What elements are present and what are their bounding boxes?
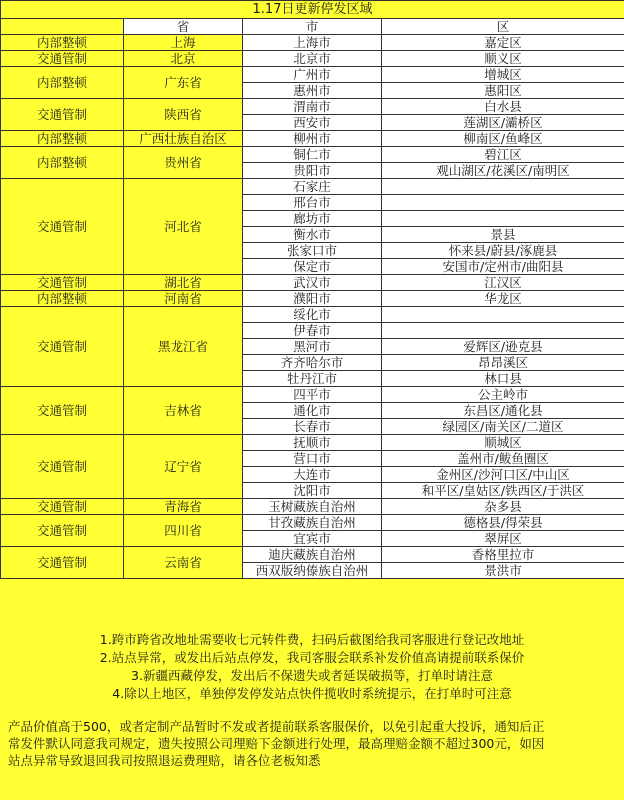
district-cell: 昂昂溪区 — [382, 355, 624, 371]
table-row — [1, 291, 624, 307]
status-cell: 内部整顿 — [1, 35, 124, 51]
city-cell: 四平市 — [243, 387, 382, 403]
city-cell: 廊坊市 — [243, 211, 382, 227]
table-row — [1, 51, 624, 67]
district-cell — [382, 323, 624, 339]
notes-section — [0, 623, 624, 800]
status-cell: 交通管制 — [1, 387, 124, 435]
footer-line-3: 站点异常导致退回我司按照退运费理赔，请各位老板知悉 — [8, 753, 321, 768]
city-cell: 上海市 — [243, 35, 382, 51]
header-city: 市 — [243, 19, 382, 35]
district-cell: 增城区 — [382, 67, 624, 83]
district-cell: 惠阳区 — [382, 83, 624, 99]
city-cell: 濮阳市 — [243, 291, 382, 307]
title-row — [1, 1, 624, 19]
city-cell: 武汉市 — [243, 275, 382, 291]
city-cell: 石家庄 — [243, 179, 382, 195]
table-row — [1, 275, 624, 291]
province-cell: 吉林省 — [124, 387, 243, 435]
city-cell: 邢台市 — [243, 195, 382, 211]
status-cell: 内部整顿 — [1, 291, 124, 307]
city-cell: 迪庆藏族自治州 — [243, 547, 382, 563]
district-cell: 碧江区 — [382, 147, 624, 163]
status-cell: 内部整顿 — [1, 131, 124, 147]
city-cell: 广州市 — [243, 67, 382, 83]
city-cell: 西安市 — [243, 115, 382, 131]
city-cell: 衡水市 — [243, 227, 382, 243]
province-cell: 北京 — [124, 51, 243, 67]
table-row — [1, 35, 624, 51]
status-cell: 交通管制 — [1, 515, 124, 547]
city-cell: 西双版纳傣族自治州 — [243, 563, 382, 579]
table-row — [1, 179, 624, 195]
city-cell: 宜宾市 — [243, 531, 382, 547]
city-cell: 抚顺市 — [243, 435, 382, 451]
district-cell: 和平区/皇姑区/铁西区/于洪区 — [382, 483, 624, 499]
province-cell: 黑龙江省 — [124, 307, 243, 387]
province-cell: 上海 — [124, 35, 243, 51]
header-row — [1, 19, 624, 35]
province-cell: 云南省 — [124, 547, 243, 579]
district-cell: 爱辉区/逊克县 — [382, 339, 624, 355]
city-cell: 贵阳市 — [243, 163, 382, 179]
city-cell: 绥化市 — [243, 307, 382, 323]
table-row — [1, 99, 624, 115]
district-cell: 德格县/得荣县 — [382, 515, 624, 531]
province-cell: 贵州省 — [124, 147, 243, 179]
table-row — [1, 547, 624, 563]
district-cell: 公主岭市 — [382, 387, 624, 403]
province-cell: 辽宁省 — [124, 435, 243, 499]
table-row — [1, 387, 624, 403]
city-cell: 保定市 — [243, 259, 382, 275]
district-cell: 杂多县 — [382, 499, 624, 515]
city-cell: 惠州市 — [243, 83, 382, 99]
city-cell: 通化市 — [243, 403, 382, 419]
city-cell: 大连市 — [243, 467, 382, 483]
city-cell: 柳州市 — [243, 131, 382, 147]
district-cell — [382, 195, 624, 211]
status-cell: 交通管制 — [1, 547, 124, 579]
status-cell: 交通管制 — [1, 435, 124, 499]
table-row — [1, 515, 624, 531]
status-cell: 交通管制 — [1, 499, 124, 515]
city-cell: 沈阳市 — [243, 483, 382, 499]
province-cell: 四川省 — [124, 515, 243, 547]
district-cell: 翠屏区 — [382, 531, 624, 547]
table-row — [1, 131, 624, 147]
header-province: 省 — [124, 19, 243, 35]
district-cell: 白水县 — [382, 99, 624, 115]
city-cell: 渭南市 — [243, 99, 382, 115]
table-row — [1, 147, 624, 163]
district-cell: 盖州市/鲅鱼圈区 — [382, 451, 624, 467]
district-cell: 东昌区/通化县 — [382, 403, 624, 419]
district-cell: 顺城区 — [382, 435, 624, 451]
district-cell — [382, 211, 624, 227]
footer-paragraph — [8, 718, 616, 769]
province-cell: 河北省 — [124, 179, 243, 275]
district-cell: 景县 — [382, 227, 624, 243]
district-cell: 林口县 — [382, 371, 624, 387]
city-cell: 长春市 — [243, 419, 382, 435]
district-cell: 柳南区/鱼峰区 — [382, 131, 624, 147]
district-cell: 安国市/定州市/曲阳县 — [382, 259, 624, 275]
table-row — [1, 435, 624, 451]
status-cell: 交通管制 — [1, 99, 124, 131]
table-body — [1, 35, 624, 579]
note-1: 1.跨市跨省改地址需要收七元转件费，扫码后截图给我司客服进行登记改地址 — [99, 632, 525, 647]
status-cell: 交通管制 — [1, 307, 124, 387]
city-cell: 张家口市 — [243, 243, 382, 259]
city-cell: 伊春市 — [243, 323, 382, 339]
province-cell: 广西壮族自治区 — [124, 131, 243, 147]
district-cell: 华龙区 — [382, 291, 624, 307]
district-cell — [382, 179, 624, 195]
note-3: 3.新疆西藏停发，发出后不保遗失或者延误破损等，打单时请注意 — [131, 668, 493, 683]
table-row — [1, 67, 624, 83]
province-cell: 广东省 — [124, 67, 243, 99]
district-cell: 景洪市 — [382, 563, 624, 579]
district-cell: 绿园区/南关区/二道区 — [382, 419, 624, 435]
footer-line-1: 产品价值高于500，或者定制产品暂时不发或者提前联系客服保价，以免引起重大投诉，通知后正 — [8, 719, 545, 734]
district-cell: 江汉区 — [382, 275, 624, 291]
footer-line-2: 常发件默认同意我司规定，遗失按照公司理赔下金额进行处理，最高理赔金额不超过300元，如因 — [8, 736, 545, 751]
note-2: 2.站点异常，或发出后站点停发，我司客服会联系补发价值高请提前联系保价 — [99, 650, 525, 665]
status-cell: 内部整顿 — [1, 67, 124, 99]
header-status — [1, 19, 124, 35]
city-cell: 齐齐哈尔市 — [243, 355, 382, 371]
city-cell: 铜仁市 — [243, 147, 382, 163]
city-cell: 北京市 — [243, 51, 382, 67]
district-cell: 顺义区 — [382, 51, 624, 67]
district-cell: 怀来县/蔚县/涿鹿县 — [382, 243, 624, 259]
district-cell: 莲湖区/灞桥区 — [382, 115, 624, 131]
city-cell: 黑河市 — [243, 339, 382, 355]
district-cell: 嘉定区 — [382, 35, 624, 51]
status-cell: 交通管制 — [1, 179, 124, 275]
district-cell: 香格里拉市 — [382, 547, 624, 563]
city-cell: 玉树藏族自治州 — [243, 499, 382, 515]
district-cell — [382, 307, 624, 323]
city-cell: 甘孜藏族自治州 — [243, 515, 382, 531]
district-cell: 观山湖区/花溪区/南明区 — [382, 163, 624, 179]
district-cell: 金州区/沙河口区/中山区 — [382, 467, 624, 483]
province-cell: 青海省 — [124, 499, 243, 515]
table-row — [1, 499, 624, 515]
note-4: 4.除以上地区，单独停发停发站点快件揽收时系统提示，在打单时可注意 — [112, 686, 512, 701]
status-cell: 交通管制 — [1, 275, 124, 291]
status-cell: 交通管制 — [1, 51, 124, 67]
province-cell: 湖北省 — [124, 275, 243, 291]
header-district: 区 — [382, 19, 624, 35]
table-row — [1, 307, 624, 323]
province-cell: 陕西省 — [124, 99, 243, 131]
city-cell: 牡丹江市 — [243, 371, 382, 387]
status-cell: 内部整顿 — [1, 147, 124, 179]
sheet-title: 1.17日更新停发区域 — [1, 1, 624, 19]
city-cell: 营口市 — [243, 451, 382, 467]
province-cell: 河南省 — [124, 291, 243, 307]
